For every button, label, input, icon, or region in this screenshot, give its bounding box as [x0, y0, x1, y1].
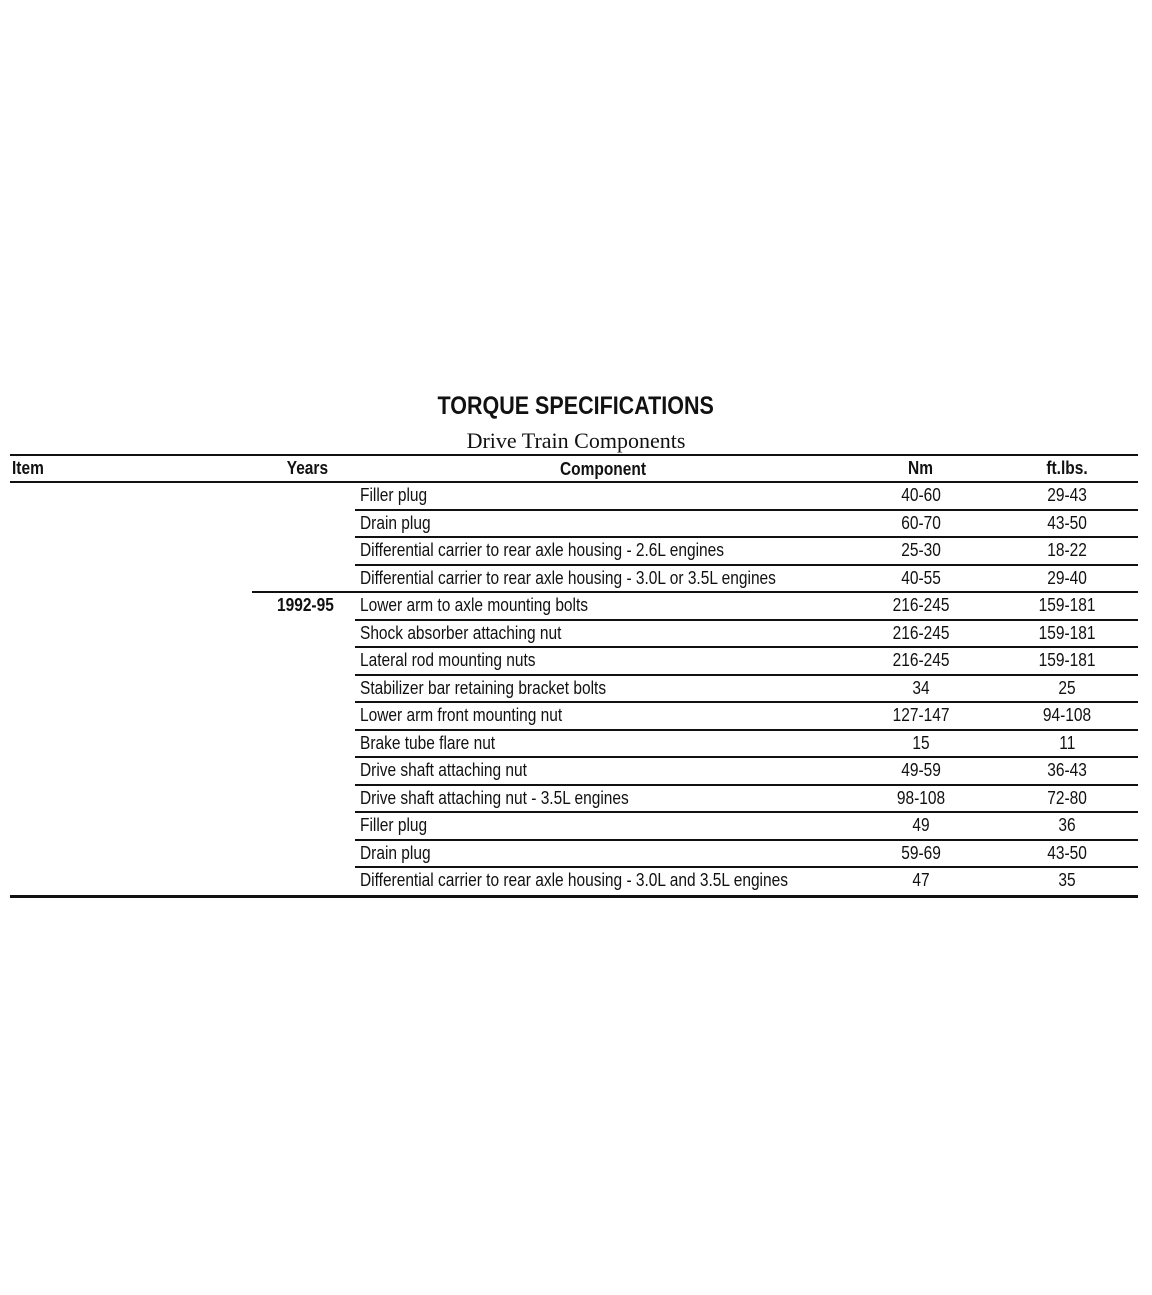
ftlbs-cell: 29-43 — [1047, 485, 1087, 505]
nm-cell: 47 — [912, 870, 930, 890]
nm-cell: 127-147 — [892, 705, 950, 725]
component-cell: Drain plug — [360, 842, 431, 863]
component-cell: Lower arm to axle mounting bolts — [360, 595, 589, 615]
nm-cell: 216-245 — [892, 650, 950, 670]
nm-cell: 15 — [912, 732, 930, 753]
ftlbs-cell: 43-50 — [1047, 512, 1087, 533]
ftlbs-cell: 159-181 — [1038, 650, 1096, 670]
component-cell: Lateral rod mounting nuts — [360, 650, 536, 670]
component-cell: Differential carrier to rear axle housing - 3.0L and 3.5L engines — [360, 870, 788, 890]
component-cell: Differential carrier to rear axle housing - 2.6L engines — [360, 540, 724, 560]
component-cell: Drive shaft attaching nut - 3.5L engines — [360, 787, 629, 808]
bottom-rule — [10, 895, 1138, 898]
nm-cell: 60-70 — [901, 512, 941, 533]
ftlbs-cell: 25 — [1058, 677, 1076, 698]
ftlbs-cell: 43-50 — [1047, 842, 1087, 863]
component-cell: Filler plug — [360, 485, 428, 505]
nm-cell: 49-59 — [901, 760, 941, 780]
ftlbs-cell: 36-43 — [1047, 760, 1087, 780]
component-cell: Drain plug — [360, 512, 431, 533]
header-component: Component — [559, 459, 646, 479]
table-subtitle: Drive Train Components — [466, 428, 686, 453]
table-title: TORQUE SPECIFICATIONS — [437, 392, 715, 420]
nm-cell: 25-30 — [901, 540, 941, 560]
years-value: 1992-95 — [277, 595, 334, 615]
component-cell: Lower arm front mounting nut — [360, 705, 563, 725]
ftlbs-cell: 94-108 — [1042, 705, 1092, 725]
component-cell: Stabilizer bar retaining bracket bolts — [360, 677, 607, 698]
nm-cell: 40-55 — [901, 567, 941, 588]
ftlbs-cell: 11 — [1058, 732, 1076, 753]
ftlbs-cell: 18-22 — [1047, 540, 1087, 560]
header-ftlbs: ft.lbs. — [1046, 458, 1088, 478]
nm-cell: 34 — [912, 677, 930, 698]
component-cell: Brake tube flare nut — [360, 732, 496, 753]
ftlbs-cell: 36 — [1058, 815, 1076, 835]
component-cell: Drive shaft attaching nut — [360, 760, 527, 780]
ftlbs-cell: 29-40 — [1047, 567, 1087, 588]
component-cell: Differential carrier to rear axle housing - 3.0L or 3.5L engines — [360, 567, 776, 588]
header-nm: Nm — [908, 458, 934, 478]
ftlbs-cell: 159-181 — [1038, 595, 1096, 615]
header-item: Item — [12, 458, 44, 478]
component-cell: Filler plug — [360, 815, 428, 835]
component-cell: Shock absorber attaching nut — [360, 622, 562, 643]
nm-cell: 216-245 — [892, 622, 950, 643]
nm-cell: 49 — [912, 815, 930, 835]
ftlbs-cell: 159-181 — [1038, 622, 1096, 643]
ftlbs-cell: 72-80 — [1047, 787, 1087, 808]
ftlbs-cell: 35 — [1058, 870, 1076, 890]
nm-cell: 59-69 — [901, 842, 941, 863]
nm-cell: 216-245 — [892, 595, 950, 615]
nm-cell: 40-60 — [901, 485, 941, 505]
nm-cell: 98-108 — [896, 787, 946, 808]
header-years: Years — [286, 458, 328, 478]
